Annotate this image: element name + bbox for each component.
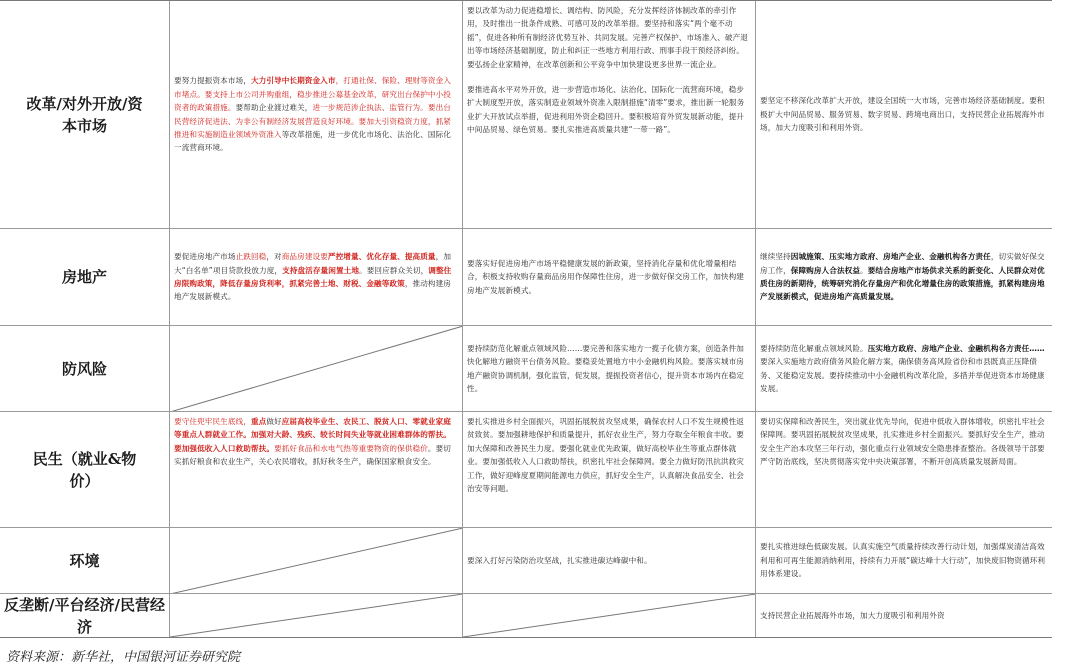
text-segment: ，对: [266, 252, 282, 262]
cell-text: [760, 94, 1048, 134]
cell-text: [467, 4, 751, 137]
category-cell: [0, 594, 170, 637]
text-segment: 要以改革为动力促进稳增长、调结构、防风险，充分发挥经济体制改革的牵引作用，及时推出一批条件成熟、可感可及的改革举措。要坚持和落实“两个毫不动摇”，促进各种所有制经济优势互补、共同发展。完善产权保护、市场准入、破产退出等市场经济基础制度，防止和纠正一些地方利用行政、刑事手段干预经济纠纷。要弘扬企业家精神，在改革创新和公平竞争中加快建设更多世界一流企业。: [467, 6, 749, 69]
paragraph-gap: [467, 71, 751, 83]
category-cell: [0, 528, 170, 593]
table-row-reform: [0, 1, 1052, 229]
text-segment: 应届高校毕业生、农民工、脱贫人口、零就业家庭等重点人群就业工作: [174, 417, 451, 440]
empty-cell-diagonal: [170, 528, 463, 593]
text-segment: 要深入实施地方政府债务风险化解方案，确保债务高风险省份和市县既真正压降债务、又能稳定发展。要持续推动中小金融机构改革化险，多措并举促进资本市场健康发展。: [760, 357, 1045, 393]
text-segment: 要结合房地产市场供求关系的新变化、人民群众对优质住房的新期待，统筹研究消化存量房产和优化增量住房的政策措施，抓紧构建房地产发展新模式，促进房地产高质量发展。: [760, 265, 1045, 302]
text-segment: 保障购房人合法权益: [790, 265, 861, 275]
text-segment: 要守住兜牢民生底线，: [174, 417, 251, 426]
table-row-risk: [0, 326, 1052, 412]
text-segment: 要努力提振资本市场，: [174, 76, 251, 86]
category-cell: [0, 326, 170, 411]
category-cell: [0, 229, 170, 325]
text-segment: 大力引导中长期资金入市: [250, 76, 336, 86]
col3-cell: [756, 412, 1052, 527]
text-segment: 要支持上市公司并购重组，稳步推进公募基金改革，研究出台保护中小投资者的政策措施。: [174, 89, 451, 113]
col1-cell-empty: [170, 326, 463, 411]
source-caption: 资料来源：新华社，中国银河证券研究院: [6, 650, 241, 665]
text-segment: 。要切实抓好粮食和农业生产，关心农民增收，抓好秋冬生产，确保国家粮食安全。: [174, 443, 451, 467]
category-cell: [0, 1, 170, 228]
text-segment: 支持盘活存量闲置土地: [282, 265, 360, 275]
text-segment: 。要回应群众关切，: [359, 265, 429, 275]
cell-text: [760, 540, 1048, 580]
category-label: 改革/对外开放/资本市场: [26, 94, 143, 135]
text-segment: 要深入打好污染防治攻坚战，扎实推进碳达峰碳中和。: [467, 555, 652, 565]
col3-cell: [756, 594, 1052, 637]
category-label: 房地产: [61, 268, 107, 286]
cell-text: [760, 250, 1048, 304]
col2-cell: [463, 412, 756, 527]
category-label: 环境: [69, 551, 100, 570]
text-segment: ，切实做好保交房工作，: [760, 252, 1045, 275]
text-segment: 止跌回稳: [235, 252, 267, 262]
col1-cell: [170, 412, 463, 527]
col2-cell: [463, 229, 756, 325]
text-segment: 。要加强低收入人口救助帮扶。: [174, 430, 451, 453]
text-segment: 要持续防范化解重点领域风险。: [760, 343, 868, 353]
cell-text: [174, 415, 458, 469]
cell-text: [467, 415, 751, 495]
text-segment: 要落实好促进房地产市场平稳健康发展的新政策，坚持消化存量和优化增量相结合，积极支持收购存量商品房用作保障性住房，进一步做好保交房工作，加快构建房地产发展新模式。: [467, 258, 744, 295]
cell-text: [760, 342, 1048, 396]
text-segment: 调整住房限购政策，降低存量房贷利率，抓紧完善土地、财税、金融等政策: [174, 265, 452, 288]
category-label: 防风险: [61, 359, 107, 378]
empty-cell-diagonal: [170, 594, 463, 637]
col3-cell: [756, 1, 1052, 228]
text-segment: 重点: [250, 417, 267, 426]
text-segment: 。要出台民营经济促进法、为非公有制经济发展营造良好环境。要加大引资稳资力度，抓紧推进和实施制造业领域外资准入: [174, 103, 451, 139]
table-row-livelihood: [0, 412, 1052, 528]
cell-text: [467, 554, 652, 567]
empty-cell-diagonal: [170, 326, 463, 411]
text-segment: 要扎实推进乡村全面振兴，巩固拓展脱贫攻坚成果，确保农村人口不发生规模性返贫致贫。要加强耕地保护和质量提升，抓好农业生产，努力夺取全年粮食丰收。要加大保障和改善民生力度。要强化就业优先政策，做好高校毕业生等重点群体就业。要加强低收入人口救助帮扶，织密扎牢社会保障网。要全力做好防汛抗洪救灾工作，做好迎峰度夏期间能源电力供应，抓好安全生产，认真解决食品安全、社会治安等问题。: [467, 417, 744, 494]
text-segment: 要促进房地产市场: [174, 252, 236, 262]
empty-cell-diagonal: [463, 594, 756, 637]
category-label: 民生（就业&物价）: [32, 449, 137, 490]
text-segment: 要推进高水平对外开放，进一步营造市场化、法治化、国际化一流营商环境，稳步扩大制度型开放，落实制造业领域外资准入限制措施“清零”要求，推出新一轮服务业扩大开放试点举措，促进利用外资企稳回升。要积极培育外贸发展新动能，提升中间品贸易、绿色贸易。要扎实推进高质量共建“一带一路”。: [467, 85, 745, 135]
text-segment: 继续坚持: [760, 252, 791, 262]
text-segment: 做好: [266, 417, 282, 426]
text-segment: 。: [860, 265, 868, 275]
text-segment: 压实地方政府、房地产企业、金融机构各方责任……: [867, 343, 1045, 353]
text-segment: 要切实保障和改善民生，突出就业优先导向，促进中低收入群体增收，织密扎牢社会保障网。要巩固拓展脱贫攻坚成果，扎实推进乡村全面振兴。要抓好安全生产，推动安全生产治本攻坚三年行动，强化重点行业领域安全隐患排查整治。各级领导干部要严守防治底线，坚决贯彻落实党中央决策部署，不断开创高质量发展新局面。: [760, 417, 1045, 467]
col2-cell-empty: [463, 594, 756, 637]
text-segment: 要坚定不移深化改革扩大开放，建设全国统一大市场，完善市场经济基础制度。要积极扩大中间品贸易、服务贸易、数字贸易、跨境电商出口，支持民营企业拓展海外市场，加大力度吸引和利用外资。: [760, 96, 1045, 133]
col1-cell-empty: [170, 528, 463, 593]
col1-cell: [170, 229, 463, 325]
category-label: 反垄断/平台经济/民营经济: [4, 595, 165, 636]
cell-text: [760, 609, 945, 622]
col1-cell: [170, 1, 463, 228]
text-segment: 要持续防范化解重点领域风险……要完善和落实地方一揽子化债方案，创造条件加快化解地方融资平台债务风险。要稳妥处置地方中小金融机构风险。要落实城市房地产融资协调机制，强化监管，促发展，提振投资者信心，提升资本市场内在稳定性。: [467, 343, 744, 393]
text-segment: 因城施策、压实地方政府、房地产企业、金融机构各方责任: [790, 252, 991, 262]
category-cell: [0, 412, 170, 527]
text-segment: 要扎实推进绿色低碳发展。认真实施空气质量持续改善行动计划，加强煤炭清洁高效利用和可再生能源消纳利用，持续有力开展“碳达峰十大行动”，加快废旧物资循环利用体系建设。: [760, 542, 1046, 579]
text-segment: 要帮助企业渡过难关，: [235, 103, 313, 113]
text-segment: 商品房建设要: [281, 252, 328, 262]
col3-cell: [756, 528, 1052, 593]
text-segment: ，推动构建房地产发展新模式。: [174, 279, 451, 302]
text-segment: 要抓好食品和水电气热等重要物资的保供稳价: [274, 443, 428, 453]
cell-text: [467, 257, 751, 297]
col2-cell: [463, 528, 756, 593]
cell-text: [174, 250, 458, 304]
col3-cell: [756, 326, 1052, 411]
table-row-real-estate: [0, 229, 1052, 326]
cell-text: [467, 342, 751, 396]
cell-text: [760, 415, 1048, 469]
col3-cell: [756, 229, 1052, 325]
text-segment: 等改革措施，进一步优化市场化、法治化、国际化一流营商环境。: [174, 129, 451, 153]
col2-cell: [463, 326, 756, 411]
table-row-antitrust: [0, 594, 1052, 637]
col1-cell-empty: [170, 594, 463, 637]
text-segment: 。加强对大龄、残疾、较长时间失业等就业困难群体的帮扶: [243, 430, 444, 440]
text-segment: 严控增量、优化存量、提高质量: [327, 252, 436, 262]
table-row-environment: [0, 528, 1052, 594]
text-segment: ，加大“白名单”项目贷款投放力度，: [174, 252, 452, 275]
text-segment: 支持民营企业拓展海外市场，加大力度吸引和利用外资: [760, 610, 945, 620]
text-segment: ，打通社保、保险、理财等资金入市堵点。: [174, 76, 451, 99]
col2-cell: [463, 1, 756, 228]
cell-text: [174, 74, 458, 154]
text-segment: 进一步规范涉企执法、监管行为: [312, 103, 421, 113]
